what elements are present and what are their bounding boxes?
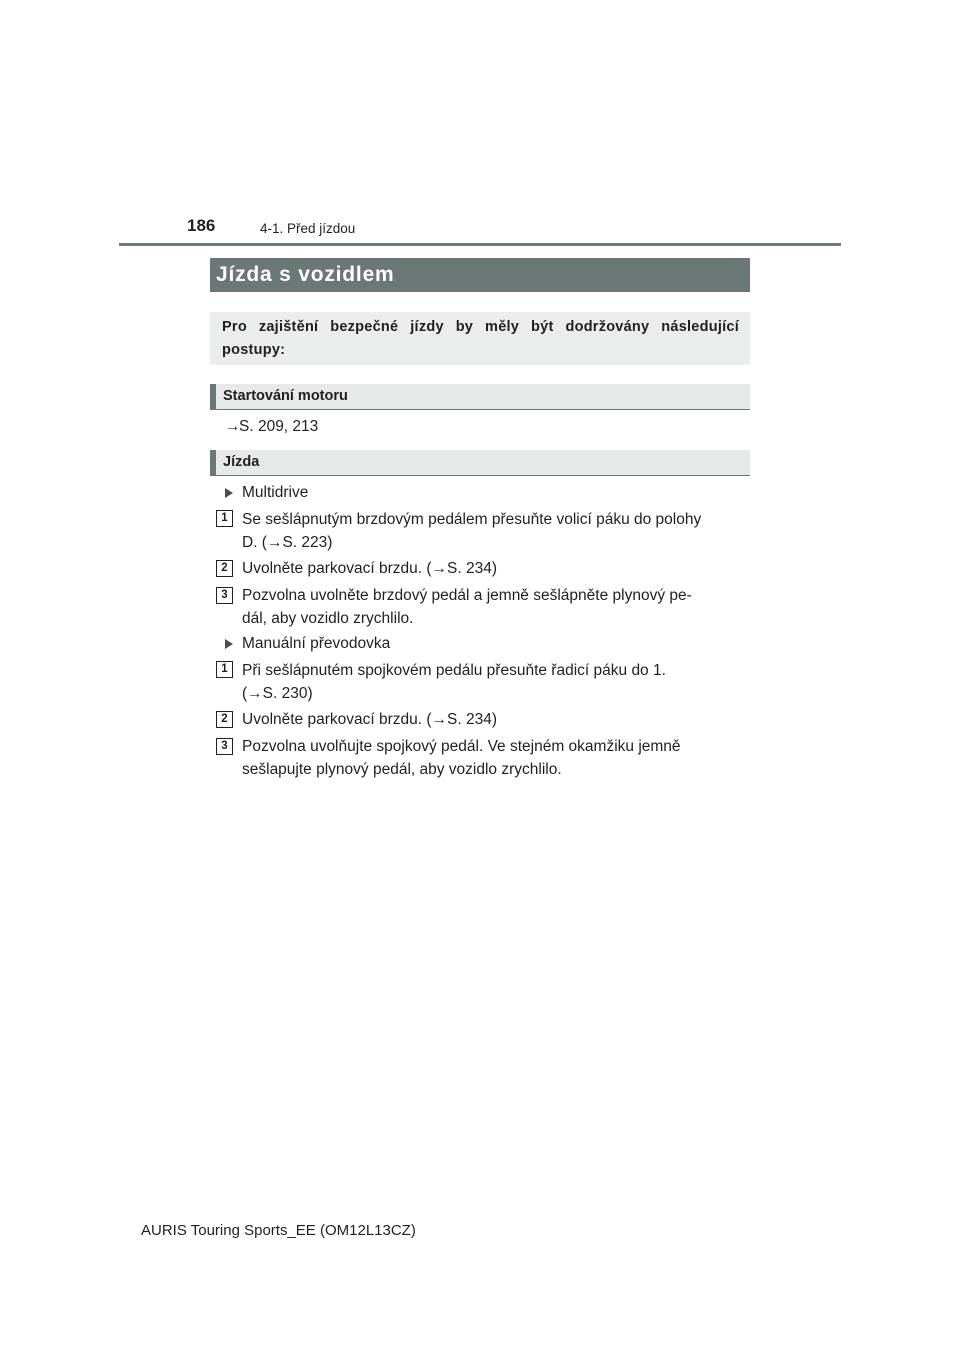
running-header: 4-1. Před jízdou <box>260 221 356 236</box>
step-line: D. (→S. 223) <box>242 533 333 551</box>
section-heading-label: Startování motoru <box>223 388 348 404</box>
triangle-bullet-icon <box>225 488 233 498</box>
triangle-bullet-icon <box>225 639 233 649</box>
intro-text: Pro zajištění bezpečné jízdy by měly být dodržovány následující postupy: <box>222 319 739 358</box>
step-line: Při sešlápnutém spojkovém pedálu přesuňte řadicí páku do 1. <box>242 662 666 679</box>
group-label-multidrive: Multidrive <box>242 484 309 501</box>
group-label-manual: Manuální převodovka <box>242 635 391 652</box>
step-text <box>242 736 746 781</box>
step-line: Pozvolna uvolňujte spojkový pedál. Ve stejném okamžiku jemně <box>242 738 681 755</box>
section-heading-engine-start <box>210 384 750 410</box>
footer-model: AURIS Touring Sports_EE (OM12L13CZ) <box>141 1222 416 1239</box>
intro-box <box>210 312 750 365</box>
page-reference-link[interactable]: S. 209, 213 <box>239 418 319 435</box>
page-title: Jízda s vozidlem <box>210 258 750 292</box>
step-text <box>242 585 746 630</box>
engine-start-reference <box>225 416 318 438</box>
step-number-box: 3 <box>216 587 233 604</box>
step-line: Se sešlápnutým brzdovým pedálem přesuňte volicí páku do polohy <box>242 511 702 528</box>
step-line: sešlapujte plynový pedál, aby vozidlo zrychlilo. <box>242 760 562 778</box>
page-number: 186 <box>187 216 216 235</box>
step-line: dál, aby vozidlo zrychlilo. <box>242 609 414 627</box>
step-line: Pozvolna uvolněte brzdový pedál a jemně sešlápněte plynový pe- <box>242 587 692 604</box>
step-text <box>242 558 746 581</box>
section-heading-label: Jízda <box>223 454 260 470</box>
step-number-box: 1 <box>216 661 233 678</box>
step-text <box>242 660 746 705</box>
step-text <box>242 509 746 554</box>
section-heading-driving <box>210 450 750 476</box>
step-text <box>242 709 746 732</box>
step-line: Uvolněte parkovací brzdu. (→S. 234) <box>242 711 498 728</box>
step-number-box: 2 <box>216 711 233 728</box>
step-number-box: 2 <box>216 560 233 577</box>
header-rule <box>119 243 841 246</box>
step-line: (→S. 230) <box>242 684 313 702</box>
step-number-box: 1 <box>216 510 233 527</box>
arrow-right-icon: → <box>225 418 241 435</box>
step-number-box: 3 <box>216 738 233 755</box>
step-line: Uvolněte parkovací brzdu. (→S. 234) <box>242 560 498 577</box>
